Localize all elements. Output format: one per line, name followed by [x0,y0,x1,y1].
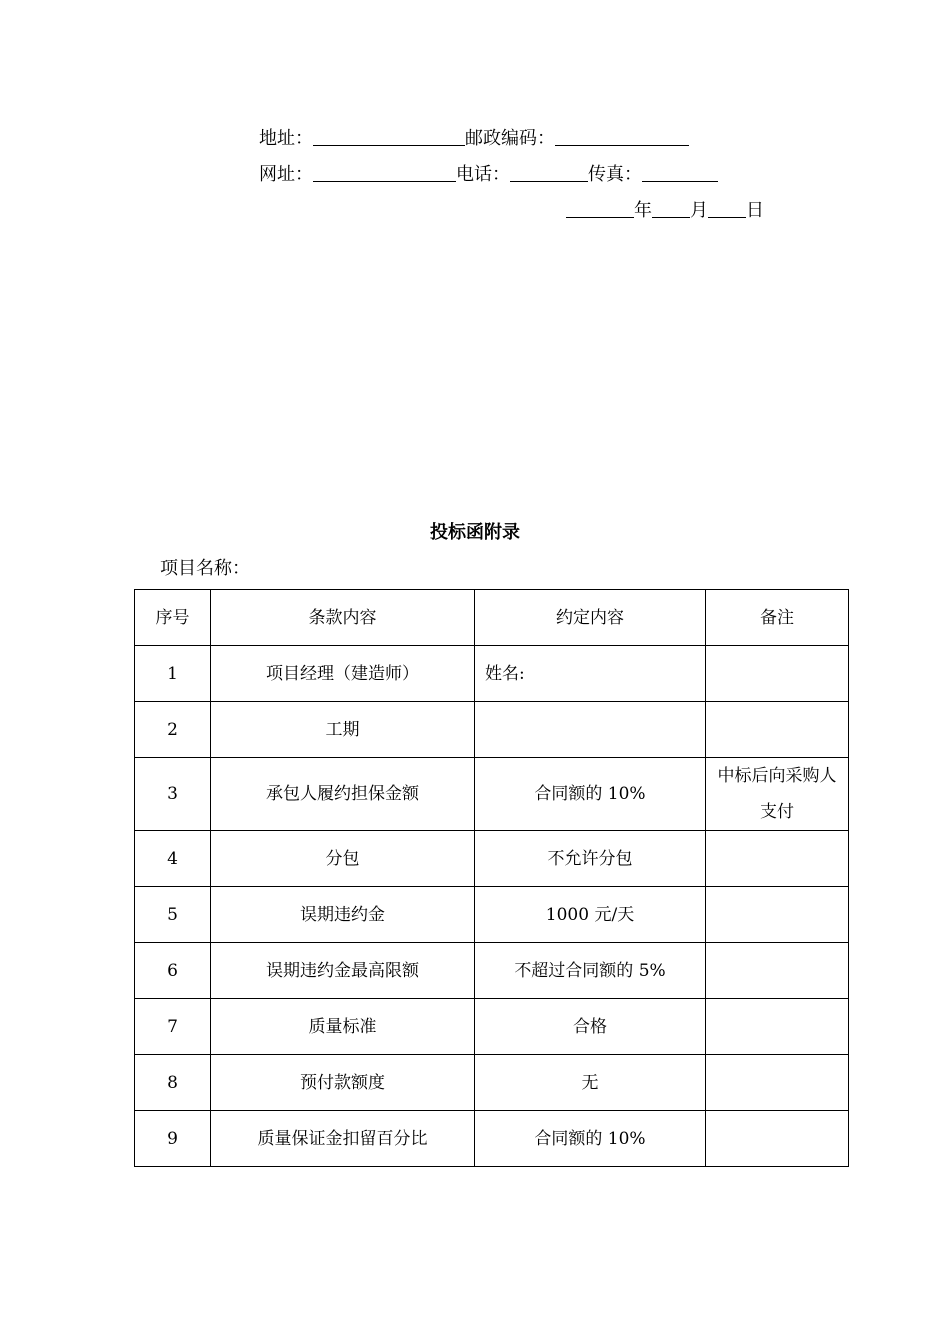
phone-label: 电话： [456,164,510,185]
postcode-label: 邮政编码： [465,128,555,149]
postcode-blank[interactable] [555,127,689,146]
row-no: 8 [135,1055,211,1111]
address-line [259,127,689,151]
row-no: 5 [135,887,211,943]
address-blank[interactable] [313,127,465,146]
table-row [135,1111,849,1167]
row-clause: 质量保证金扣留百分比 [211,1111,475,1167]
row-remark [706,999,849,1055]
table-row [135,702,849,758]
website-label: 网址： [259,164,313,185]
row-no: 4 [135,831,211,887]
table-row [135,887,849,943]
row-no: 7 [135,999,211,1055]
column-header-content: 约定内容 [475,590,706,646]
address-label: 地址： [259,128,313,149]
year-label: 年 [634,200,652,221]
row-remark [706,887,849,943]
appendix-title: 投标函附录 [430,522,520,543]
row-remark [706,1055,849,1111]
fax-label: 传真： [588,164,642,185]
row-clause: 误期违约金最高限额 [211,943,475,999]
column-header-no: 序号 [135,590,211,646]
row-content: 1000 元/天 [475,887,706,943]
row-clause: 承包人履约担保金额 [211,758,475,831]
month-blank[interactable] [652,199,690,218]
row-remark [706,943,849,999]
table-row [135,943,849,999]
row-no: 2 [135,702,211,758]
row-clause: 质量标准 [211,999,475,1055]
row-clause: 项目经理（建造师） [211,646,475,702]
row-content[interactable]: 姓名: [475,646,706,702]
row-content[interactable] [475,702,706,758]
row-clause: 分包 [211,831,475,887]
table-row [135,831,849,887]
phone-blank[interactable] [510,163,588,182]
day-blank[interactable] [708,199,746,218]
row-content: 合同额的 10% [475,1111,706,1167]
row-content: 合同额的 10% [475,758,706,831]
row-remark [706,702,849,758]
row-clause: 预付款额度 [211,1055,475,1111]
row-remark [706,831,849,887]
row-content: 无 [475,1055,706,1111]
row-no: 1 [135,646,211,702]
row-no: 9 [135,1111,211,1167]
year-blank[interactable] [566,199,634,218]
row-content: 合格 [475,999,706,1055]
row-content: 不超过合同额的 5% [475,943,706,999]
website-blank[interactable] [313,163,456,182]
date-line [566,199,764,223]
row-clause: 工期 [211,702,475,758]
project-name-label: 项目名称： [160,558,250,579]
row-no: 3 [135,758,211,831]
table-row [135,1055,849,1111]
day-label: 日 [746,200,764,221]
appendix-table [134,589,849,1167]
table-header-row [135,590,849,646]
table-row [135,646,849,702]
table-row [135,999,849,1055]
column-header-clause: 条款内容 [211,590,475,646]
row-clause: 误期违约金 [211,887,475,943]
row-remark [706,1111,849,1167]
month-label: 月 [690,200,708,221]
website-line [259,163,718,187]
row-remark [706,646,849,702]
fax-blank[interactable] [642,163,718,182]
row-content: 不允许分包 [475,831,706,887]
table-row [135,758,849,831]
column-header-remark: 备注 [706,590,849,646]
row-no: 6 [135,943,211,999]
row-remark: 中标后向采购人支付 [706,758,849,831]
